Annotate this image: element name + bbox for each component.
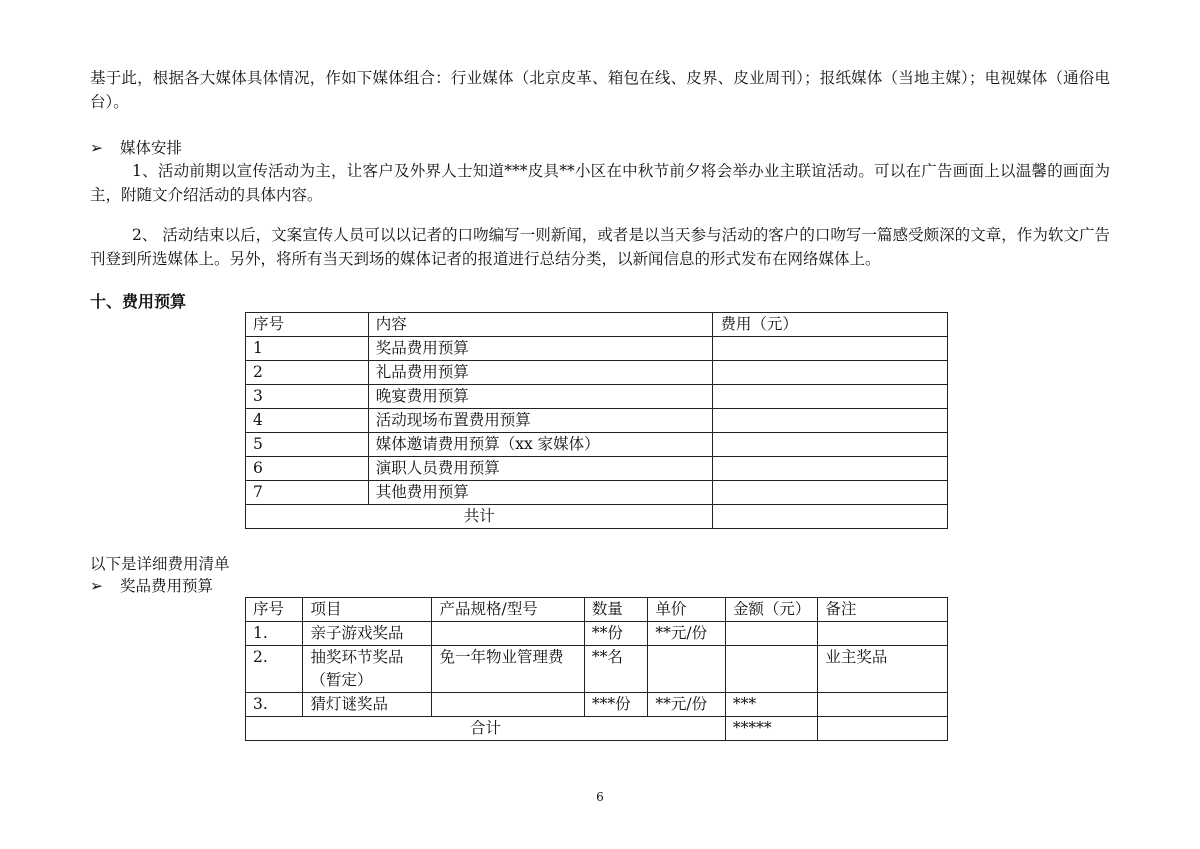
cell	[713, 385, 948, 409]
cell: ***	[725, 693, 818, 717]
table-row	[246, 646, 948, 693]
cell: **份	[584, 622, 648, 646]
cell: 1.	[246, 622, 303, 646]
table-row	[246, 693, 948, 717]
prize-budget-bullet	[90, 574, 213, 598]
cell: 抽奖环节奖品（暂定）	[303, 646, 432, 693]
cell	[432, 622, 584, 646]
header-cell: 项目	[303, 598, 432, 622]
cell: 2.	[246, 646, 303, 693]
cell: 3	[246, 385, 369, 409]
table-row	[246, 361, 948, 385]
prize-table-header	[246, 598, 948, 622]
cell: 媒体邀请费用预算（xx 家媒体）	[368, 433, 713, 457]
table-row	[246, 622, 948, 646]
page-number: 6	[596, 790, 604, 804]
cell: 6	[246, 457, 369, 481]
cell: 礼品费用预算	[368, 361, 713, 385]
cell: 2	[246, 361, 369, 385]
table-row	[246, 385, 948, 409]
cell: **元/份	[648, 622, 726, 646]
section-title-budget: 十、费用预算	[90, 292, 187, 311]
total-label: 共计	[246, 505, 713, 529]
arrow-bullet-icon: ➢	[90, 139, 103, 157]
cell: 亲子游戏奖品	[303, 622, 432, 646]
cell: 奖品费用预算	[368, 337, 713, 361]
budget-table	[245, 312, 948, 529]
cell	[432, 693, 584, 717]
cell: 免一年物业管理费	[432, 646, 584, 693]
cell	[818, 693, 948, 717]
header-cell: 备注	[818, 598, 948, 622]
header-cell: 单价	[648, 598, 726, 622]
total-amount: *****	[725, 717, 818, 741]
prize-total-row	[246, 717, 948, 741]
cell	[713, 361, 948, 385]
prize-table	[245, 597, 948, 741]
cell: **元/份	[648, 693, 726, 717]
header-cell: 金额（元）	[725, 598, 818, 622]
cell: 猜灯谜奖品	[303, 693, 432, 717]
header-cell: 数量	[584, 598, 648, 622]
arrangement-item-2: 2、 活动结束以后，文案宣传人员可以以记者的口吻编写一则新闻，或者是以当天参与活动的客户的口吻写一篇感受颇深的文章，作为软文广告刊登到所选媒体上。另外，将所有当天到场的媒体记者的报道进行总结分类，以新闻信息的形式发布在网络媒体上。	[90, 226, 1110, 268]
media-arrangement-bullet	[90, 136, 182, 160]
table-row	[246, 457, 948, 481]
cell	[713, 433, 948, 457]
cell: 5	[246, 433, 369, 457]
table-row	[246, 481, 948, 505]
arrangement-item-1: 1、活动前期以宣传活动为主，让客户及外界人士知道***皮具**小区在中秋节前夕将会举办业主联谊活动。可以在广告画面上以温馨的画面为主，附随文介绍活动的具体内容。	[90, 162, 1110, 204]
cell: ***份	[584, 693, 648, 717]
cell	[713, 409, 948, 433]
arrow-bullet-icon: ➢	[90, 577, 103, 595]
cell: 其他费用预算	[368, 481, 713, 505]
table-row	[246, 433, 948, 457]
header-cell: 费用（元）	[713, 313, 948, 337]
prize-budget-title: 奖品费用预算	[120, 577, 214, 595]
cell	[818, 717, 948, 741]
cell: 1	[246, 337, 369, 361]
budget-table-header	[246, 313, 948, 337]
cell: **名	[584, 646, 648, 693]
header-cell: 内容	[368, 313, 713, 337]
header-cell: 序号	[246, 313, 369, 337]
cell: 晚宴费用预算	[368, 385, 713, 409]
media-arrangement-title: 媒体安排	[120, 139, 183, 157]
cell: 业主奖品	[818, 646, 948, 693]
cell: 4	[246, 409, 369, 433]
header-cell: 序号	[246, 598, 303, 622]
detail-intro: 以下是详细费用清单	[90, 555, 230, 573]
cell	[725, 646, 818, 693]
budget-total-row	[246, 505, 948, 529]
media-combo-paragraph: 基于此，根据各大媒体具体情况，作如下媒体组合：行业媒体（北京皮革、箱包在线、皮界、皮业周刊）；报纸媒体（当地主媒）；电视媒体（通俗电台）。	[90, 69, 1110, 111]
total-label: 合计	[246, 717, 726, 741]
cell: 7	[246, 481, 369, 505]
table-row	[246, 337, 948, 361]
cell: 演职人员费用预算	[368, 457, 713, 481]
cell	[818, 622, 948, 646]
cell: 3.	[246, 693, 303, 717]
table-row	[246, 409, 948, 433]
total-value	[713, 505, 948, 529]
cell	[648, 646, 726, 693]
cell	[713, 457, 948, 481]
cell	[713, 337, 948, 361]
cell	[725, 622, 818, 646]
cell: 活动现场布置费用预算	[368, 409, 713, 433]
cell	[713, 481, 948, 505]
header-cell: 产品规格/型号	[432, 598, 584, 622]
